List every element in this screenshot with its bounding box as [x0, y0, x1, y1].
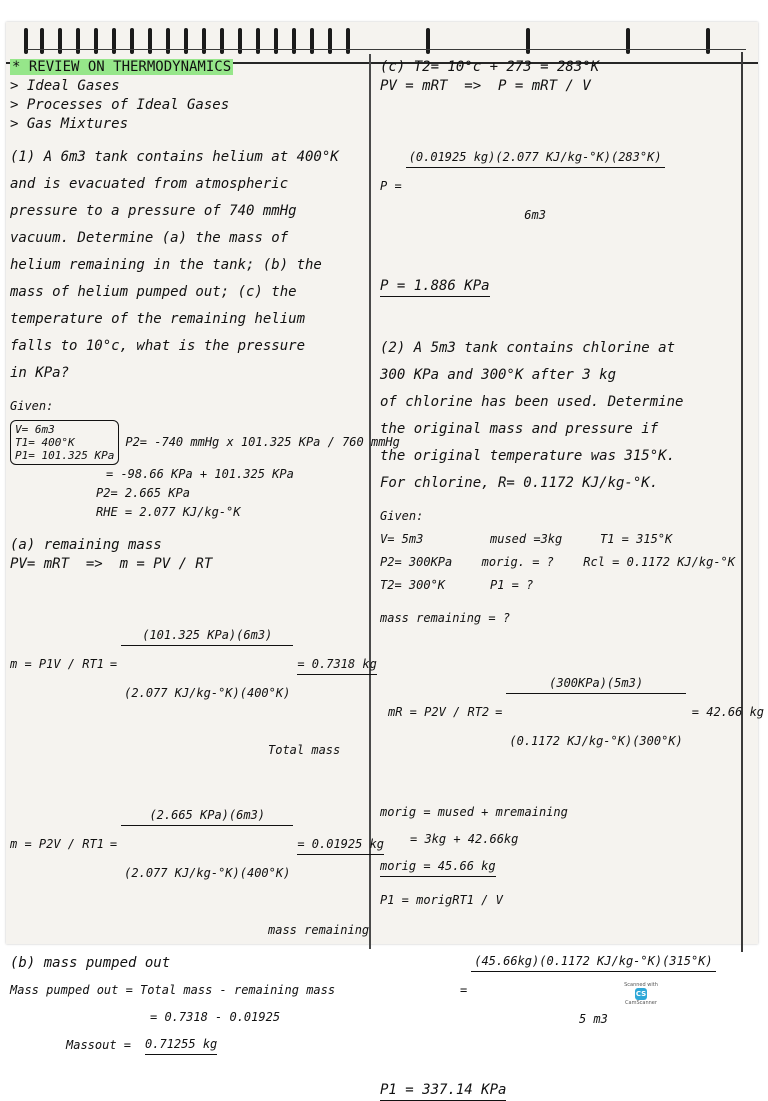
part-c-temperature: (c) T2= 10°c + 273 = 283°K — [380, 59, 600, 75]
scanned-with-label: Scanned with — [624, 982, 658, 988]
original-pressure-result: P1 = 337.14 KPa — [380, 1081, 506, 1101]
original-mass-sum: = 3kg + 42.66kg — [410, 832, 519, 846]
problem2-line: the original temperature was 315°K. — [380, 448, 676, 464]
given-cell: Rcl = 0.1172 KJ/kg-°K — [583, 555, 735, 569]
given-p2-sum: = -98.66 KPa + 101.325 KPa — [106, 467, 294, 481]
given-cell: T2= 300°K — [380, 578, 446, 592]
original-mass-equation: morig = mused + mremaining — [380, 805, 568, 819]
remaining-mass-lhs: m = P2V / RT1 — [10, 837, 104, 851]
total-mass-note: Total mass — [268, 743, 341, 757]
margin-line-right — [741, 52, 743, 952]
part-c-result: P = 1.886 KPa — [380, 277, 490, 297]
given-p2: P2= -740 mmHg x 101.325 KPa / 760 mmHg — [125, 435, 400, 449]
mass-remaining-result: = 42.66 kg — [691, 705, 765, 719]
remaining-mass-note: mass remaining — [268, 923, 370, 937]
given-r-helium: RHE = 2.077 KJ/kg-°K — [96, 505, 241, 519]
given-cell: mused =3kg — [490, 532, 563, 546]
given-cell: morig. = ? — [481, 555, 554, 569]
total-mass-result: = 0.7318 kg — [297, 655, 376, 675]
original-pressure-fraction: $\frac{(45.66kg)(0.1172 KJ/kg-^\circ K)(315^\circ K)}{5 m3}$ — [471, 914, 715, 1067]
part-a-label: (a) remaining mass — [10, 537, 162, 553]
given-p2-value: P2= 2.665 KPa — [96, 486, 190, 500]
problem2-line: of chlorine has been used. Determine — [380, 394, 684, 410]
given-cell: V= 5m3 — [380, 532, 424, 546]
problem1-line: helium remaining in the tank; (b) the — [10, 257, 322, 273]
problem2-line: the original mass and pressure if — [380, 421, 659, 437]
mass-remaining-lhs: mR = P2V / RT2 — [388, 705, 490, 719]
problem1-line: vacuum. Determine (a) the mass of — [10, 230, 289, 246]
mass-out-label: Massout = — [66, 1037, 132, 1052]
part-b-equation: Mass pumped out = Total mass - remaining mass — [10, 983, 336, 997]
remaining-mass-fraction: $\frac{\text{(2.665 KPa)(6m3)}}{(2.077 KJ/kg-^\circ K)(400^\circ K)}$ — [121, 768, 293, 921]
given-label: Given: — [380, 509, 424, 523]
given-box: V= 6m3 T1= 400°K P1= 101.325 KPa — [10, 420, 119, 465]
problem2-line: (2) A 5m3 tank contains chlorine at — [380, 340, 676, 356]
original-mass-result: morig = 45.66 kg — [380, 857, 496, 877]
mass-remaining-fraction: $\frac{\text{(300KPa)(5m3)}}{(0.1172 KJ/kg-^\circ K)(300^\circ K)}$ — [506, 636, 685, 789]
problem1-line: (1) A 6m3 tank contains helium at 400°K — [10, 149, 339, 165]
topic: > Gas Mixtures — [10, 116, 129, 132]
part-c-equation: PV = mRT => P = mRT / V — [380, 78, 591, 94]
camscanner-label: CamScanner — [625, 1000, 657, 1006]
part-a-equation: PV= mRT => m = PV / RT — [10, 556, 213, 572]
problem1-line: falls to 10°c, what is the pressure — [10, 338, 306, 354]
remaining-mass-result: = 0.01925 kg — [297, 835, 384, 855]
problem2-line: For chlorine, R= 0.1172 KJ/kg-°K. — [380, 475, 659, 491]
spiral-binding — [6, 22, 758, 58]
given-cell: P1 = ? — [490, 578, 534, 592]
right-column: (c) T2= 10°c + 273 = 283°K PV = mRT => P = mRT / V P = $\frac{(0.01925 kg)(2.077 KJ/kg-^\circ K)(283^\circ K)}{6m3}$ P = 1.886 KPa (2) A 5m3 tank contains chlorine at 300 KPa and 300°K after 3 kg of chlorine has been used. Determine the original mass and pressure if the original temperature was 315°K. For chlorine, R= 0.1172 KJ/kg-°K. Given: V= 5m3 mused =3kg T1 = 315°K P2= 300KPa morig. = ? Rcl = 0.1172 KJ/kg-°K T2= 300°K P1 = ? mass remaining = ? mR = P2V / RT2 = $\frac{\text{(300KPa)(5m3)}}{(0.1172 KJ/kg-^\circ K)(300^\circ K)}$ = 42.66 kg morig = mused + mremaining = 3kg + 42.66kg morig = 45.66 kg P1 = morigRT1 / V = $\frac{(45.66kg)(0.1172 KJ/kg-^\circ K)(315^\circ K)}{5 m3}$ P1 = 337.14 KPa — [380, 58, 735, 1101]
problem1-line: temperature of the remaining helium — [10, 311, 306, 327]
mass-remaining-label: mass remaining = ? — [380, 611, 511, 625]
camscanner-logo-icon: CS — [635, 990, 647, 998]
original-pressure-lhs: P1 = morigRT1 / V — [380, 893, 503, 907]
total-mass-lhs: m = P1V / RT1 — [10, 657, 104, 671]
pressure-fraction: $\frac{(0.01925 kg)(2.077 KJ/kg-^\circ K)(283^\circ K)}{6m3}$ — [406, 110, 665, 263]
given-label: Given: — [10, 399, 54, 413]
problem2-line: 300 KPa and 300°K after 3 kg — [380, 367, 617, 383]
problem1-line: and is evacuated from atmospheric — [10, 176, 289, 192]
heading: * REVIEW ON THERMODYNAMICS — [12, 59, 232, 75]
scanner-watermark — [618, 982, 664, 1016]
mass-out-value: 0.71255 kg — [145, 1035, 217, 1055]
total-mass-fraction: $\frac{\text{(101.325 KPa)(6m3)}}{(2.077 KJ/kg-^\circ K)(400^\circ K)}$ — [121, 588, 293, 741]
topic: > Ideal Gases — [10, 78, 120, 94]
given-cell: P2= 300KPa — [380, 555, 453, 569]
column-divider — [369, 54, 371, 949]
problem1-line: pressure to a pressure of 740 mmHg — [10, 203, 297, 219]
part-b-subtraction: = 0.7318 - 0.01925 — [150, 1010, 281, 1024]
topic: > Processes of Ideal Gases — [10, 97, 230, 113]
given-cell: T1 = 315°K — [600, 532, 673, 546]
part-b-label: (b) mass pumped out — [10, 955, 171, 971]
problem1-line: in KPa? — [10, 365, 70, 381]
problem1-line: mass of helium pumped out; (c) the — [10, 284, 297, 300]
left-column: * REVIEW ON THERMODYNAMICS > Ideal Gases > Processes of Ideal Gases > Gas Mixtures (1) A 6m3 tank contains helium at 400°K and is evacuated from atmospheric pressure to a pressure of 740 mmHg vacuum. Determine (a) the mass of helium remaining in the tank; (b) the mass of helium pumped out; (c) the temperature of the remaining helium falls to 10°c, what is the pressure in KPa? Given: V= 6m3 T1= 400°K P1= 101.325 KPa P2= -740 mmHg x 101.325 KPa / 760 mmHg = -98.66 KPa + 101.325 KPa P2= 2.665 KPa RHE = 2.077 KJ/kg-°K (a) remaining mass PV= mRT => m = PV / RT m = P1V / RT1 = $\frac{\text{(101.325 KPa)(6m3)}}{(2.077 KJ/kg-^\circ K)(400^\circ K)}$ = 0.7318 kg Total mass m = P2V / RT1 = $\frac{\text{(2.665 KPa)(6m3)}}{(2.077 KJ/kg-^\circ K)(400^\circ K)}$ = 0.01925 kg mass remaining (b) mass pumped out Mass pumped out = Total mass - remaining mass = 0.7318 - 0.01925 Massout = 0.71255 kg — [10, 58, 365, 1055]
